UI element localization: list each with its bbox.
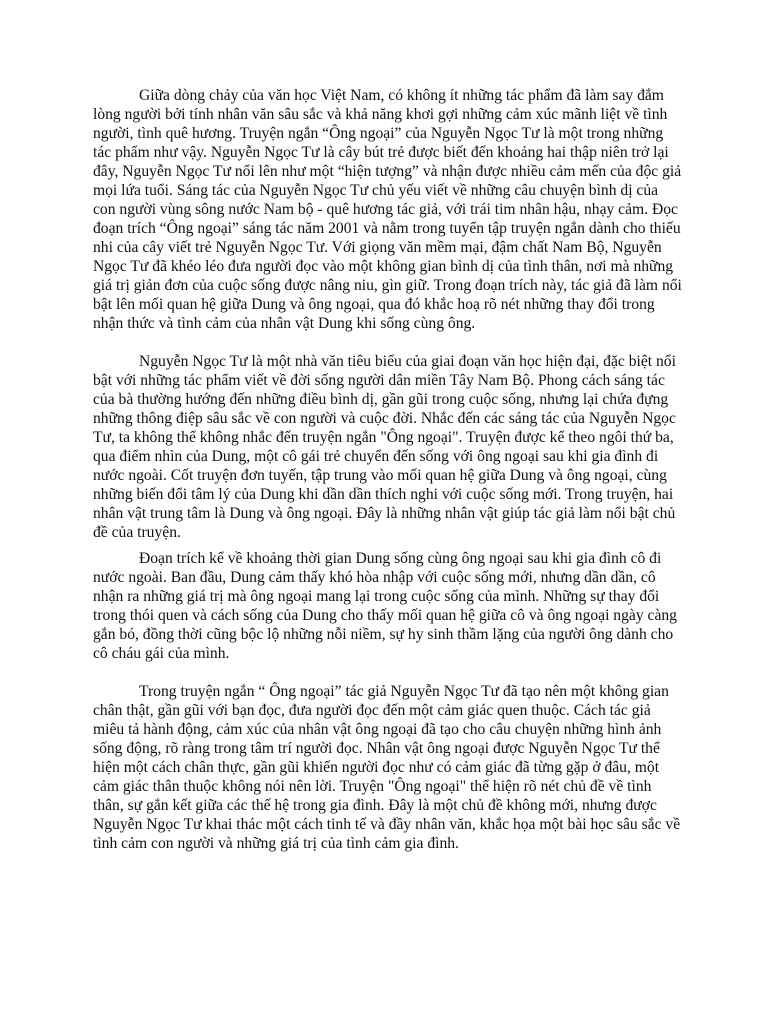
paragraph-summary: Đoạn trích kể về khoảng thời gian Dung sống cùng ông ngoại sau khi gia đình cô đi nước ngoài. Ban đầu, Dung cảm thấy khó hòa nhập với cuộc sống mới, nhưng dần dần, cô nhận ra những giá trị mà ông ngoại mang lại trong cuộc sống của mình. Những sự thay đổi trong thói quen và cách sống của Dung cho thấy mối quan hệ giữa cô và ông ngoại ngày càng gắn bó, đồng thời cũng bộc lộ những nỗi niềm, sự hy sinh thầm lặng của người ông dành cho cô cháu gái của mình. (93, 550, 677, 662)
paragraph-spacer (93, 333, 683, 352)
paragraph-author: Nguyễn Ngọc Tư là một nhà văn tiêu biểu của giai đoạn văn học hiện đại, đặc biệt nổi bật với những tác phẩm viết về đời sống người dân miền Tây Nam Bộ. Phong cách sáng tác của bà thường hướng đến những điều bình dị, gần gũi trong cuộc sống, nhưng lại chứa đựng những thông điệp sâu sắc về con người và cuộc đời. Nhắc đến các sáng tác của Nguyễn Ngọc Tư, ta không thể không nhắc đến truyện ngắn "Ông ngoại". Truyện được kể theo ngôi thứ ba, qua điểm nhìn của Dung, một cô gái trẻ chuyển đến sống với ông ngoại sau khi gia đình đi nước ngoài. Cốt truyện đơn tuyến, tập trung vào mối quan hệ giữa Dung và ông ngoại, cùng những biến đổi tâm lý của Dung khi dần dần thích nghi với cuộc sống mới. Trong truyện, hai nhân vật trung tâm là Dung và ông ngoại. Đây là những nhân vật giúp tác giả làm nổi bật chủ đề của truyện. (93, 353, 676, 541)
document-page (93, 86, 683, 853)
paragraph-intro: Giữa dòng chảy của văn học Việt Nam, có không ít những tác phẩm đã làm say đắm lòng người bởi tính nhân văn sâu sắc và khả năng khơi gợi những cảm xúc mãnh liệt về tình người, tình quê hương. Truyện ngắn “Ông ngoại” của Nguyễn Ngọc Tư là một trong những tác phẩm như vậy. Nguyễn Ngọc Tư là cây bút trẻ được biết đến khoảng hai thập niên trở lại đây, Nguyễn Ngọc Tư nổi lên như một “hiện tượng” và nhận được nhiều cảm mến của độc giả mọi lứa tuổi. Sáng tác của Nguyễn Ngọc Tư chủ yếu viết về những câu chuyện bình dị của con người vùng sông nước Nam bộ - quê hương tác giả, với trái tim nhân hậu, nhạy cảm. Đọc đoạn trích “Ông ngoại” sáng tác năm 2001 và nằm trong tuyển tập truyện ngắn dành cho thiếu nhi của cây viết trẻ Nguyễn Ngọc Tư. Với giọng văn mềm mại, đậm chất Nam Bộ, Nguyễn Ngọc Tư đã khéo léo đưa người đọc vào một không gian bình dị của tình thân, nơi mà những giá trị giản đơn của cuộc sống được nâng niu, gìn giữ. Trong đoạn trích này, tác giả đã làm nổi bật lên mối quan hệ giữa Dung và ông ngoại, qua đó khắc hoạ rõ nét những thay đổi trong nhận thức và tình cảm của nhân vật Dung khi sống cùng ông. (93, 87, 682, 332)
paragraph-spacer (93, 542, 683, 549)
paragraph-spacer (93, 663, 683, 682)
paragraph-analysis: Trong truyện ngắn “ Ông ngoại” tác giả Nguyễn Ngọc Tư đã tạo nên một không gian chân thật, gần gũi với bạn đọc, đưa người đọc đến một cảm giác quen thuộc. Cách tác giả miêu tả hành động, cảm xúc của nhân vật ông ngoại đã tạo cho câu chuyện những hình ảnh sống động, rõ ràng trong tâm trí người đọc. Nhân vật ông ngoại được Nguyễn Ngọc Tư thể hiện một cách chân thực, gần gũi khiến người đọc như có cảm giác đã từng gặp ở đâu, một cảm giác thân thuộc không nói nên lời. Truyện "Ông ngoại" thể hiện rõ nét chủ đề về tình thân, sự gắn kết giữa các thế hệ trong gia đình. Đây là một chủ đề không mới, nhưng được Nguyễn Ngọc Tư khai thác một cách tinh tế và đầy nhân văn, khắc họa một bài học sâu sắc về tình cảm con người và những giá trị của tình cảm gia đình. (93, 683, 681, 852)
